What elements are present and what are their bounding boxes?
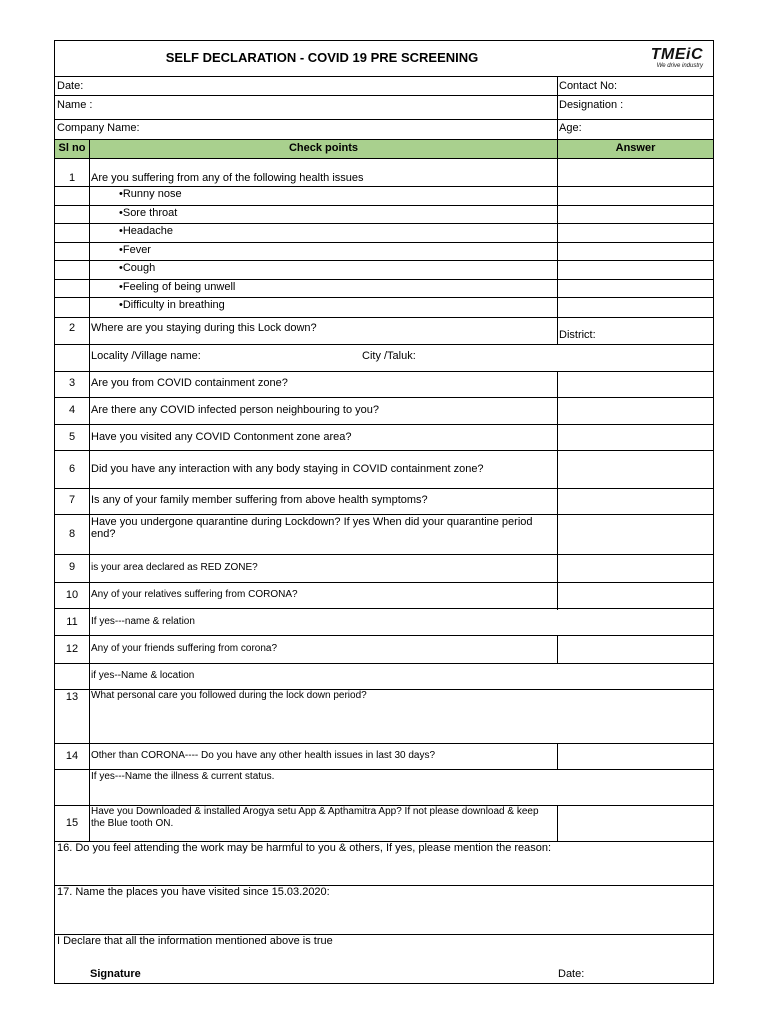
row-line xyxy=(55,554,713,555)
q2-number: 2 xyxy=(68,322,76,334)
col-header-sl: Sl no xyxy=(58,142,86,154)
q10-number: 10 xyxy=(65,589,79,601)
row-line xyxy=(55,205,713,206)
q15-number: 15 xyxy=(65,817,79,829)
col-line xyxy=(557,158,558,344)
row-line xyxy=(55,186,713,187)
row-line xyxy=(55,260,713,261)
designation-label: Designation : xyxy=(559,99,624,111)
company-logo xyxy=(628,46,703,70)
q15-text: Have you Downloaded & installed Arogya setu App & Apthamitra App? If not please download & keep the Blue tooth ON. xyxy=(91,806,539,829)
q7-number: 7 xyxy=(68,494,76,506)
row-line xyxy=(55,608,713,609)
row-line xyxy=(55,242,713,243)
q14-text: Other than CORONA---- Do you have any other health issues in last 30 days? xyxy=(91,750,436,761)
q7-text: Is any of your family member suffering from above health symptoms? xyxy=(91,494,428,506)
col-header-check: Check points xyxy=(288,142,359,154)
q1-bullet: •Headache xyxy=(119,225,174,237)
q6-number: 6 xyxy=(68,463,76,475)
declaration-text: I Declare that all the information mentioned above is true xyxy=(57,935,333,947)
q1-bullet: •Feeling of being unwell xyxy=(119,281,236,293)
row-line xyxy=(55,223,713,224)
q17-text: 17. Name the places you have visited since 15.03.2020: xyxy=(57,886,330,898)
row-line xyxy=(55,95,713,96)
col-line xyxy=(557,805,558,841)
name-label: Name : xyxy=(57,99,93,111)
q11-number: 11 xyxy=(66,616,78,628)
q16-text: 16. Do you feel attending the work may be harmful to you & others, If yes, please mention the reason: xyxy=(57,842,552,854)
q1-text: Are you suffering from any of the following health issues xyxy=(91,172,364,184)
q14-number: 14 xyxy=(65,750,79,762)
row-line xyxy=(55,119,713,120)
row-line xyxy=(55,317,713,318)
logo-tagline: We drive industry xyxy=(656,63,703,69)
q9-text: is your area declared as RED ZONE? xyxy=(91,562,258,573)
q4-text: Are there any COVID infected person neighbouring to you? xyxy=(91,404,380,416)
q8-text: Have you undergone quarantine during Lockdown? If yes When did your quarantine period end? xyxy=(91,516,533,540)
row-line xyxy=(55,397,713,398)
q1-bullet: •Cough xyxy=(119,262,156,274)
q10-text: Any of your relatives suffering from CORONA? xyxy=(91,589,298,600)
form-title: SELF DECLARATION - COVID 19 PRE SCREENING xyxy=(165,50,479,65)
row-line xyxy=(55,663,713,664)
col-line xyxy=(89,139,90,841)
row-line xyxy=(55,743,713,744)
declaration-form xyxy=(54,40,714,984)
q6-text: Did you have any interaction with any body staying in COVID containment zone? xyxy=(91,463,484,475)
row-line xyxy=(55,139,713,140)
q13-text: What personal care you followed during the lock down period? xyxy=(91,690,367,701)
row-line xyxy=(55,635,713,636)
row-line xyxy=(55,158,713,159)
col-line xyxy=(557,371,558,610)
row-line xyxy=(55,344,713,345)
q8-number: 8 xyxy=(68,528,76,540)
row-line xyxy=(55,76,713,77)
city-label: City /Taluk: xyxy=(362,350,416,362)
q3-text: Are you from COVID containment zone? xyxy=(91,377,288,389)
district-label: District: xyxy=(559,329,596,341)
row-line xyxy=(55,297,713,298)
row-line xyxy=(55,488,713,489)
age-label: Age: xyxy=(559,122,582,134)
q13-number: 13 xyxy=(65,691,79,703)
row-line xyxy=(55,371,713,372)
footer-date-label: Date: xyxy=(558,968,585,980)
company-label: Company Name: xyxy=(57,122,140,134)
date-label: Date: xyxy=(57,80,84,92)
q4-number: 4 xyxy=(68,404,76,416)
logo-name: TMEiC xyxy=(650,46,703,63)
row-line xyxy=(55,769,713,770)
col-line xyxy=(557,743,558,769)
row-line xyxy=(55,582,713,583)
q1-bullet: •Sore throat xyxy=(119,207,178,219)
contact-label: Contact No: xyxy=(559,80,618,92)
locality-label: Locality /Village name: xyxy=(91,350,201,362)
signature-label: Signature xyxy=(90,968,141,980)
q2-text: Where are you staying during this Lock down? xyxy=(91,322,317,334)
col-header-answer: Answer xyxy=(615,142,656,154)
q3-number: 3 xyxy=(68,377,76,389)
row-line xyxy=(55,424,713,425)
q1-bullet: •Runny nose xyxy=(119,188,182,200)
q1-number: 1 xyxy=(68,172,76,184)
row-line xyxy=(55,279,713,280)
q1-bullet: •Difficulty in breathing xyxy=(119,299,225,311)
q11-text: If yes---name & relation xyxy=(91,616,195,627)
q12-text: Any of your friends suffering from corona? xyxy=(91,643,278,654)
q5-number: 5 xyxy=(68,431,76,443)
q12-number: 12 xyxy=(65,643,79,655)
q1-bullet: •Fever xyxy=(119,244,151,256)
q14-followup: If yes---Name the illness & current status. xyxy=(91,771,275,782)
q9-number: 9 xyxy=(68,561,76,573)
col-line xyxy=(557,635,558,663)
row-line xyxy=(55,450,713,451)
row-line xyxy=(55,514,713,515)
q12-followup: if yes--Name & location xyxy=(91,670,195,681)
q5-text: Have you visited any COVID Contonment zone area? xyxy=(91,431,352,443)
